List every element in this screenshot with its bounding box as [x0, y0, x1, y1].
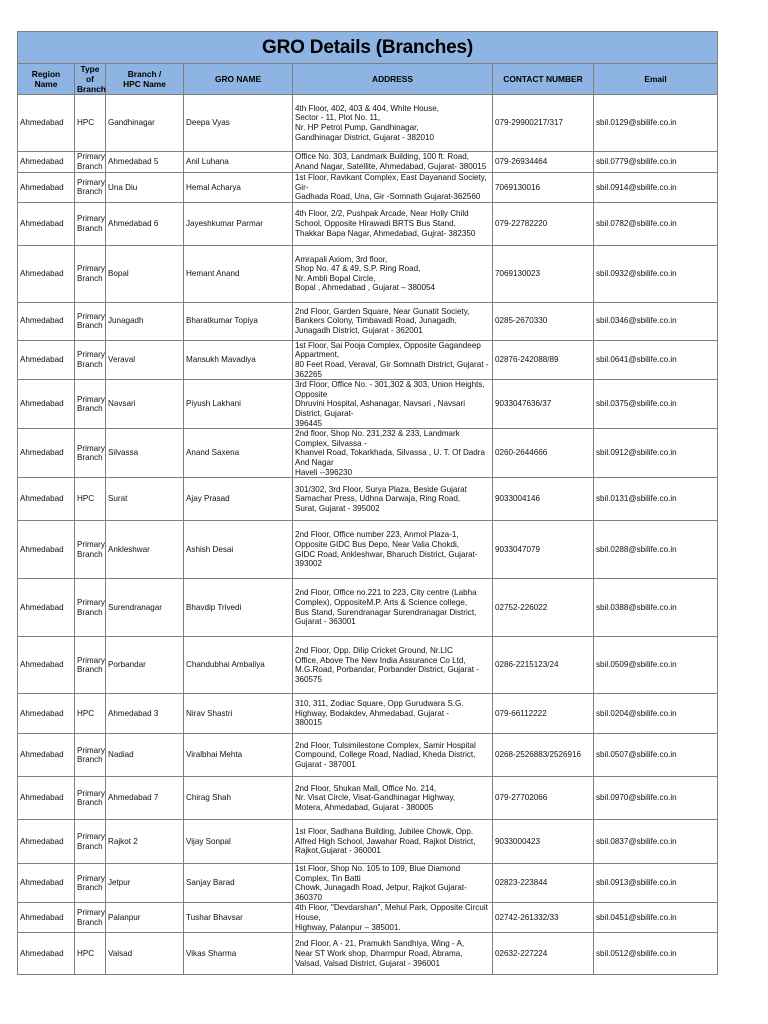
branch-name-cell: Valsad — [106, 933, 184, 975]
contact-number-cell: 0260-2644666 — [493, 429, 594, 478]
address-cell: 3rd Floor, Office No. - 301,302 & 303, Union Heights, Opposite Dhruvini Hospital, Ashanagar, Navsari , Navsari District, Gujarat- 396445 — [293, 380, 493, 429]
address-cell: Amrapali Axiom, 3rd floor, Shop No. 47 & 49, S.P. Ring Road, Nr. Ambli Bopal Circle, Bopal , Ahmedabad , Gujarat – 380054 — [293, 245, 493, 302]
region-cell: Ahmedabad — [18, 694, 75, 734]
address-cell: 2nd Floor, Shukan Mall, Office No. 214, Nr. Visat Circle, Visat-Gandhinagar Highway, Motera, Ahmedabad, Gujarat - 380005 — [293, 777, 493, 820]
address-cell: 2nd Floor, Opp. Dilip Cricket Ground, Nr.LIC Office, Above The New India Assurance Co Ltd, M.G.Road, Porbandar, Porbander District, Gujarat - 360575 — [293, 637, 493, 694]
branch-type-cell: Primary Branch — [75, 777, 106, 820]
contact-number-cell: 079-27702066 — [493, 777, 594, 820]
gro-name-cell: Deepa Vyas — [184, 95, 293, 152]
branch-type-cell: Primary Branch — [75, 864, 106, 903]
branch-type-cell: Primary Branch — [75, 429, 106, 478]
branch-type-cell: Primary Branch — [75, 820, 106, 864]
email-cell: sbil.0509@sbilife.co.in — [594, 637, 718, 694]
address-cell: 1st Floor, Sai Pooja Complex, Opposite Gagandeep Appartment, 80 Feet Road, Veraval, Gir Somnath District, Gujarat - 362265 — [293, 340, 493, 379]
table-row — [18, 820, 718, 864]
region-cell: Ahmedabad — [18, 777, 75, 820]
contact-number-cell: 02742-261332/33 — [493, 903, 594, 933]
gro-name-cell: Hemant Anand — [184, 245, 293, 302]
table-row — [18, 777, 718, 820]
branch-type-cell: Primary Branch — [75, 202, 106, 245]
gro-name-cell: Hemal Acharya — [184, 173, 293, 203]
region-cell: Ahmedabad — [18, 95, 75, 152]
branch-type-cell: Primary Branch — [75, 903, 106, 933]
gro-name-cell: Vijay Sonpal — [184, 820, 293, 864]
branch-name-cell: Ahmedabad 7 — [106, 777, 184, 820]
email-cell: sbil.0913@sbilife.co.in — [594, 864, 718, 903]
branch-type-cell: HPC — [75, 95, 106, 152]
branch-name-cell: Jetpur — [106, 864, 184, 903]
region-cell: Ahmedabad — [18, 637, 75, 694]
email-cell: sbil.0912@sbilife.co.in — [594, 429, 718, 478]
region-cell: Ahmedabad — [18, 521, 75, 579]
email-cell: sbil.0375@sbilife.co.in — [594, 380, 718, 429]
table-row — [18, 245, 718, 302]
region-cell: Ahmedabad — [18, 302, 75, 340]
contact-number-cell: 0286-2215123/24 — [493, 637, 594, 694]
address-cell: 2nd Floor, A - 21, Pramukh Sandhiya, Wing - A, Near ST Work shop, Dharmpur Road, Abrama, Valsad, Valsad District, Gujarat - 396001 — [293, 933, 493, 975]
contact-number-cell: 02876-242088/89 — [493, 340, 594, 379]
contact-number-cell: 079-22782220 — [493, 202, 594, 245]
email-cell: sbil.0779@sbilife.co.in — [594, 152, 718, 173]
branch-type-cell: Primary Branch — [75, 340, 106, 379]
table-row — [18, 734, 718, 777]
branch-type-cell: HPC — [75, 694, 106, 734]
email-cell: sbil.0782@sbilife.co.in — [594, 202, 718, 245]
email-cell: sbil.0837@sbilife.co.in — [594, 820, 718, 864]
email-cell: sbil.0970@sbilife.co.in — [594, 777, 718, 820]
email-cell: sbil.0451@sbilife.co.in — [594, 903, 718, 933]
region-cell: Ahmedabad — [18, 152, 75, 173]
address-cell: 2nd Floor, Garden Square, Near Gunatit Society, Bankers Colony, Timbavadi Road, Junagadh, Junagadh District, Gujarat - 362001 — [293, 302, 493, 340]
branch-name-cell: Gandhinagar — [106, 95, 184, 152]
gro-name-cell: Jayeshkumar Parmar — [184, 202, 293, 245]
table-body — [18, 95, 718, 975]
contact-number-cell: 079-66112222 — [493, 694, 594, 734]
region-cell: Ahmedabad — [18, 820, 75, 864]
region-cell: Ahmedabad — [18, 380, 75, 429]
email-cell: sbil.0129@sbilife.co.in — [594, 95, 718, 152]
contact-number-cell: 02752-226022 — [493, 579, 594, 637]
header-address: ADDRESS — [293, 64, 493, 95]
email-cell: sbil.0641@sbilife.co.in — [594, 340, 718, 379]
branch-type-cell: Primary Branch — [75, 734, 106, 777]
table-row — [18, 694, 718, 734]
branch-name-cell: Silvassa — [106, 429, 184, 478]
table-row — [18, 173, 718, 203]
table-row — [18, 202, 718, 245]
gro-name-cell: Anil Luhana — [184, 152, 293, 173]
branch-name-cell: Junagadh — [106, 302, 184, 340]
header-region-name: Region Name — [18, 64, 75, 95]
region-cell: Ahmedabad — [18, 429, 75, 478]
region-cell: Ahmedabad — [18, 579, 75, 637]
branch-type-cell: Primary Branch — [75, 302, 106, 340]
table-row — [18, 302, 718, 340]
contact-number-cell: 9033047636/37 — [493, 380, 594, 429]
branch-type-cell: Primary Branch — [75, 579, 106, 637]
contact-number-cell: 9033000423 — [493, 820, 594, 864]
region-cell: Ahmedabad — [18, 864, 75, 903]
branch-name-cell: Palanpur — [106, 903, 184, 933]
email-cell: sbil.0131@sbilife.co.in — [594, 478, 718, 521]
branch-type-cell: Primary Branch — [75, 637, 106, 694]
address-cell: 4th Floor, 2/2, Pushpak Arcade, Near Holly Child School, Opposite Hirawadi BRTS Bus Stand, Thakkar Bapa Nagar, Ahmedabad, Gujrat- 382350 — [293, 202, 493, 245]
region-cell: Ahmedabad — [18, 340, 75, 379]
table-row — [18, 521, 718, 579]
address-cell: 2nd floor, Shop No. 231,232 & 233, Landmark Complex, Silvassa - Khanvel Road, Tokarkhada, Silvassa , U. T. Of Dadra And Nagar Haveli --396230 — [293, 429, 493, 478]
address-cell: 310, 311, Zodiac Square, Opp Gurudwara S.G. Highway, Bodakdev, Ahmedabad, Gujarat - 380015 — [293, 694, 493, 734]
address-cell: 1st Floor, Shop No. 105 to 109, Blue Diamond Complex, Tin Batti Chowk, Junagadh Road, Jetpur, Rajkot Gujarat-360370 — [293, 864, 493, 903]
branch-name-cell: Ahmedabad 6 — [106, 202, 184, 245]
branch-name-cell: Porbandar — [106, 637, 184, 694]
email-cell: sbil.0204@sbilife.co.in — [594, 694, 718, 734]
address-cell: 2nd Floor, Tulsimilestone Complex, Samir Hospital Compound, College Road, Nadiad, Kheda District, Gujarat - 387001 — [293, 734, 493, 777]
contact-number-cell: 7069130016 — [493, 173, 594, 203]
contact-number-cell: 079-26934464 — [493, 152, 594, 173]
gro-name-cell: Vikas Sharma — [184, 933, 293, 975]
region-cell: Ahmedabad — [18, 245, 75, 302]
region-cell: Ahmedabad — [18, 173, 75, 203]
gro-name-cell: Bharatkumar Topiya — [184, 302, 293, 340]
gro-name-cell: Ajay Prasad — [184, 478, 293, 521]
branch-name-cell: Surat — [106, 478, 184, 521]
header-branch-name: Branch / HPC Name — [106, 64, 184, 95]
branch-name-cell: Surendranagar — [106, 579, 184, 637]
contact-number-cell: 02632-227224 — [493, 933, 594, 975]
contact-number-cell: 9033047079 — [493, 521, 594, 579]
column-headers — [18, 64, 718, 95]
gro-name-cell: Nirav Shastri — [184, 694, 293, 734]
contact-number-cell: 079-29900217/317 — [493, 95, 594, 152]
gro-name-cell: Sanjay Barad — [184, 864, 293, 903]
contact-number-cell: 0268-2526883/2526916 — [493, 734, 594, 777]
table-row — [18, 95, 718, 152]
header-type-of-branch: Type of Branch — [75, 64, 106, 95]
branch-name-cell: Veraval — [106, 340, 184, 379]
branch-type-cell: Primary Branch — [75, 152, 106, 173]
table-row — [18, 429, 718, 478]
gro-name-cell: Anand Saxena — [184, 429, 293, 478]
gro-name-cell: Chandubhai Ambaliya — [184, 637, 293, 694]
table-row — [18, 864, 718, 903]
gro-name-cell: Mansukh Mavadiya — [184, 340, 293, 379]
branch-name-cell: Una Diu — [106, 173, 184, 203]
gro-name-cell: Bhavdip Trivedi — [184, 579, 293, 637]
region-cell: Ahmedabad — [18, 933, 75, 975]
table-row — [18, 152, 718, 173]
table-row — [18, 933, 718, 975]
gro-name-cell: Piyush Lakhani — [184, 380, 293, 429]
table-row — [18, 579, 718, 637]
region-cell: Ahmedabad — [18, 734, 75, 777]
contact-number-cell: 9033004146 — [493, 478, 594, 521]
branch-type-cell: Primary Branch — [75, 173, 106, 203]
email-cell: sbil.0346@sbilife.co.in — [594, 302, 718, 340]
branch-type-cell: Primary Branch — [75, 245, 106, 302]
branch-name-cell: Rajkot 2 — [106, 820, 184, 864]
address-cell: 2nd Floor, Office no.221 to 223, City centre (Labha Complex), OppositeM.P. Arts & Science college, Bus Stand, Surendranagar Surendranagar District, Gujarat - 363001 — [293, 579, 493, 637]
table-title: GRO Details (Branches) — [18, 32, 718, 64]
gro-name-cell: Ashish Desai — [184, 521, 293, 579]
email-cell: sbil.0388@sbilife.co.in — [594, 579, 718, 637]
contact-number-cell: 02823-223844 — [493, 864, 594, 903]
branch-type-cell: HPC — [75, 478, 106, 521]
table-row — [18, 340, 718, 379]
branch-type-cell: Primary Branch — [75, 521, 106, 579]
header-email: Email — [594, 64, 718, 95]
contact-number-cell: 7069130023 — [493, 245, 594, 302]
email-cell: sbil.0288@sbilife.co.in — [594, 521, 718, 579]
table-row — [18, 478, 718, 521]
region-cell: Ahmedabad — [18, 202, 75, 245]
email-cell: sbil.0507@sbilife.co.in — [594, 734, 718, 777]
table-row — [18, 637, 718, 694]
email-cell: sbil.0512@sbilife.co.in — [594, 933, 718, 975]
branch-name-cell: Ankleshwar — [106, 521, 184, 579]
address-cell: 4th Floor, 402, 403 & 404, White House, Sector - 11, Plot No. 11, Nr. HP Petrol Pump, Gandhinagar, Gandhinagar District, Gujarat - 382010 — [293, 95, 493, 152]
gro-name-cell: Viralbhai Mehta — [184, 734, 293, 777]
table-row — [18, 380, 718, 429]
region-cell: Ahmedabad — [18, 478, 75, 521]
gro-details-table — [17, 31, 718, 975]
branch-name-cell: Ahmedabad 3 — [106, 694, 184, 734]
region-cell: Ahmedabad — [18, 903, 75, 933]
branch-type-cell: Primary Branch — [75, 380, 106, 429]
contact-number-cell: 0285-2670330 — [493, 302, 594, 340]
address-cell: 301/302, 3rd Floor, Surya Plaza, Beside Gujarat Samachar Press, Udhna Darwaja, Ring Road, Surat, Gujarat - 395002 — [293, 478, 493, 521]
gro-name-cell: Chirag Shah — [184, 777, 293, 820]
branch-name-cell: Navsari — [106, 380, 184, 429]
gro-name-cell: Tushar Bhavsar — [184, 903, 293, 933]
address-cell: 4th Floor, "Devdarshan", Mehul Park, Opposite Circuit House, Highway, Palanpur – 385001. — [293, 903, 493, 933]
branch-name-cell: Bopal — [106, 245, 184, 302]
email-cell: sbil.0932@sbilife.co.in — [594, 245, 718, 302]
branch-type-cell: HPC — [75, 933, 106, 975]
header-gro-name: GRO NAME — [184, 64, 293, 95]
branch-name-cell: Ahmedabad 5 — [106, 152, 184, 173]
address-cell: 1st Floor, Sadhana Building, Jubilee Chowk, Opp. Alfred High School, Jawahar Road, Rajkot District, Rajkot,Gujarat - 360001 — [293, 820, 493, 864]
header-contact-number: CONTACT NUMBER — [493, 64, 594, 95]
email-cell: sbil.0914@sbilife.co.in — [594, 173, 718, 203]
table-row — [18, 903, 718, 933]
address-cell: Office No. 303, Landmark Building, 100 ft. Road, Anand Nagar, Satellite, Ahmedabad, Gujarat- 380015 — [293, 152, 493, 173]
address-cell: 2nd Floor, Office number 223, Anmol Plaza-1, Opposite GIDC Bus Depo, Near Valia Chokdi, GIDC Road, Ankleshwar, Bharuch District, Gujarat- 393002 — [293, 521, 493, 579]
branch-name-cell: Nadiad — [106, 734, 184, 777]
address-cell: 1st Floor, Ravikant Complex, East Dayanand Society, Gir- Gadhada Road, Una, Gir -Somnath Gujarat-362560 — [293, 173, 493, 203]
